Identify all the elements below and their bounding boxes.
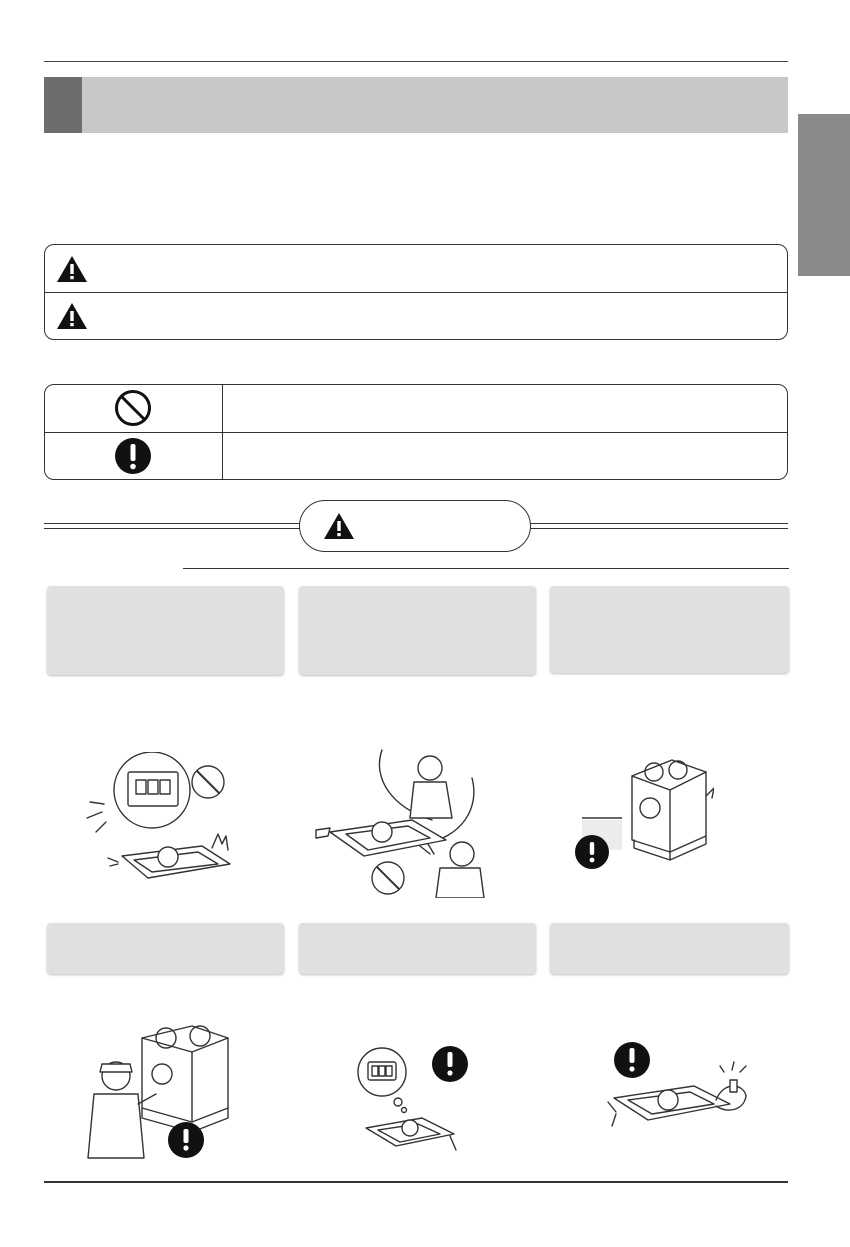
warning-triangle-icon xyxy=(56,255,88,283)
subsection-rule xyxy=(183,568,789,569)
symbol-legend-row-divider xyxy=(44,432,788,433)
warning-card-2 xyxy=(299,586,536,675)
illustration-installer-call xyxy=(312,748,492,898)
section-number-block xyxy=(44,77,82,133)
warning-card-3 xyxy=(550,586,789,673)
banner-line-right-top xyxy=(530,523,788,524)
illustration-cassette-breaker-thought xyxy=(356,1044,474,1156)
mandatory-icon xyxy=(114,437,152,475)
warning-card-5 xyxy=(299,923,536,974)
bottom-rule xyxy=(44,1181,788,1183)
warning-card-4 xyxy=(47,923,284,974)
hazard-legend-divider xyxy=(44,292,788,293)
chapter-side-tab[interactable] xyxy=(798,114,850,276)
top-rule xyxy=(44,61,788,62)
banner-line-right-bottom xyxy=(530,528,788,529)
warning-triangle-icon xyxy=(323,512,355,540)
illustration-cassette-hand xyxy=(604,1040,754,1132)
section-title-bar xyxy=(44,77,788,133)
warning-card-6 xyxy=(550,923,789,974)
illustration-breaker-cassette xyxy=(82,752,242,892)
banner-line-left-top xyxy=(44,523,300,524)
warning-card-1 xyxy=(47,586,284,675)
prohibited-icon xyxy=(114,389,152,427)
banner-line-left-bottom xyxy=(44,528,300,529)
symbol-legend-col-divider xyxy=(222,384,223,480)
caution-triangle-icon xyxy=(56,302,88,330)
illustration-outdoor-unit-scale xyxy=(574,756,714,874)
illustration-installer-outdoor-unit xyxy=(82,1024,242,1162)
